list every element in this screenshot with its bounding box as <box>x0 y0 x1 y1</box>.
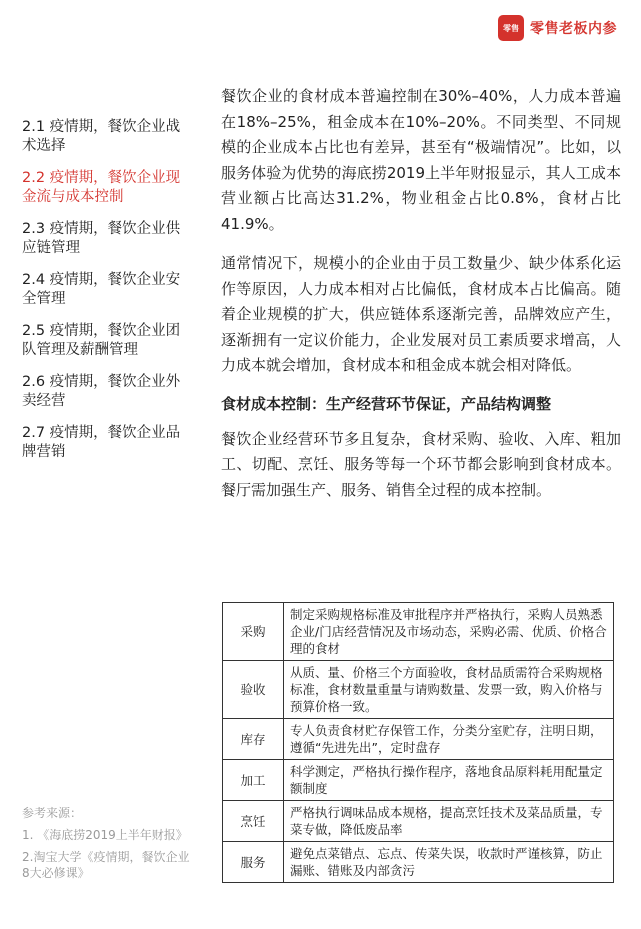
toc-item-2-1[interactable]: 2.1 疫情期，餐饮企业战术选择 <box>22 119 181 154</box>
paragraph-scale-effect: 通常情况下，规模小的企业由于员工数量少、缺少体系化运作等原因，人力成本相对占比偏低，食材成本占比偏高。随着企业规模的扩大，供应链体系逐渐完善，品牌效应产生，逐渐拥有一定议价能力，企业发展对员工素质要求增高，人力成本就会增加，食材成本和租金成本就会相对降低。 <box>221 254 621 374</box>
row-text: 专人负责食材贮存保管工作，分类分室贮存，注明日期，遵循“先进先出”，定时盘存 <box>284 719 614 760</box>
section-heading: 食材成本控制：生产经营环节保证，产品结构调整 <box>221 394 552 413</box>
paragraph-process-control: 餐饮企业经营环节多且复杂，食材采购、验收、入库、粗加工、切配、烹饪、服务等每一个环节都会影响到食材成本。餐厅需加强生产、服务、销售全过程的成本控制。 <box>221 429 621 499</box>
references <box>22 805 192 887</box>
row-label: 服务 <box>223 842 284 883</box>
reference-item: 2.淘宝大学《疫情期，餐饮企业8大必修课》 <box>22 850 190 880</box>
toc-item-2-6[interactable]: 2.6 疫情期，餐饮企业外卖经营 <box>22 374 181 409</box>
table-of-contents <box>22 118 192 475</box>
row-label: 采购 <box>223 603 284 661</box>
reference-item: 1. 《海底捞2019上半年财报》 <box>22 828 188 842</box>
row-text: 制定采购规格标准及审批程序并严格执行，采购人员熟悉企业/门店经营情况及市场动态，采购必需、优质、价格合理的食材 <box>284 603 614 661</box>
table-row <box>223 801 614 842</box>
table-row <box>223 661 614 719</box>
row-label: 验收 <box>223 661 284 719</box>
row-label: 加工 <box>223 760 284 801</box>
row-text: 严格执行调味品成本规格，提高烹饪技术及菜品质量，专菜专做，降低废品率 <box>284 801 614 842</box>
table-row <box>223 760 614 801</box>
brand-name: 零售老板内参 <box>530 21 617 37</box>
row-text: 从质、量、价格三个方面验收，食材品质需符合采购规格标准，食材数量重量与请购数量、发票一致，购入价格与预算价格一致。 <box>284 661 614 719</box>
row-text: 避免点菜错点、忘点、传菜失误，收款时严谨核算，防止漏账、错账及内部贪污 <box>284 842 614 883</box>
row-label: 库存 <box>223 719 284 760</box>
table-row <box>223 719 614 760</box>
toc-item-2-3[interactable]: 2.3 疫情期，餐饮企业供应链管理 <box>22 221 181 256</box>
paragraph-cost-ratios: 餐饮企业的食材成本普遍控制在30%–40%，人力成本普遍在18%–25%，租金成本在10%–20%。不同类型、不同规模的企业成本占比也有差异，甚至有“极端情况”。比如，以服务体验为优势的海底捞2019上半年财报显示，其人工成本营业额占比高达31.2%，物业租金占比0.8%，食材占比41.9%。 <box>221 87 621 233</box>
brand-header <box>498 15 617 41</box>
table-row <box>223 603 614 661</box>
cost-control-table <box>222 602 614 883</box>
references-title: 参考来源： <box>22 806 83 820</box>
toc-item-2-4[interactable]: 2.4 疫情期，餐饮企业安全管理 <box>22 272 181 307</box>
table-row <box>223 842 614 883</box>
main-content <box>221 84 621 517</box>
brand-logo-icon: 零售 <box>498 15 524 41</box>
row-text: 科学测定，严格执行操作程序，落地食品原料耗用配量定额制度 <box>284 760 614 801</box>
row-label: 烹饪 <box>223 801 284 842</box>
toc-item-2-7[interactable]: 2.7 疫情期，餐饮企业品牌营销 <box>22 425 181 460</box>
toc-item-2-2-active[interactable]: 2.2 疫情期，餐饮企业现金流与成本控制 <box>22 170 181 205</box>
toc-item-2-5[interactable]: 2.5 疫情期，餐饮企业团队管理及薪酬管理 <box>22 323 181 358</box>
